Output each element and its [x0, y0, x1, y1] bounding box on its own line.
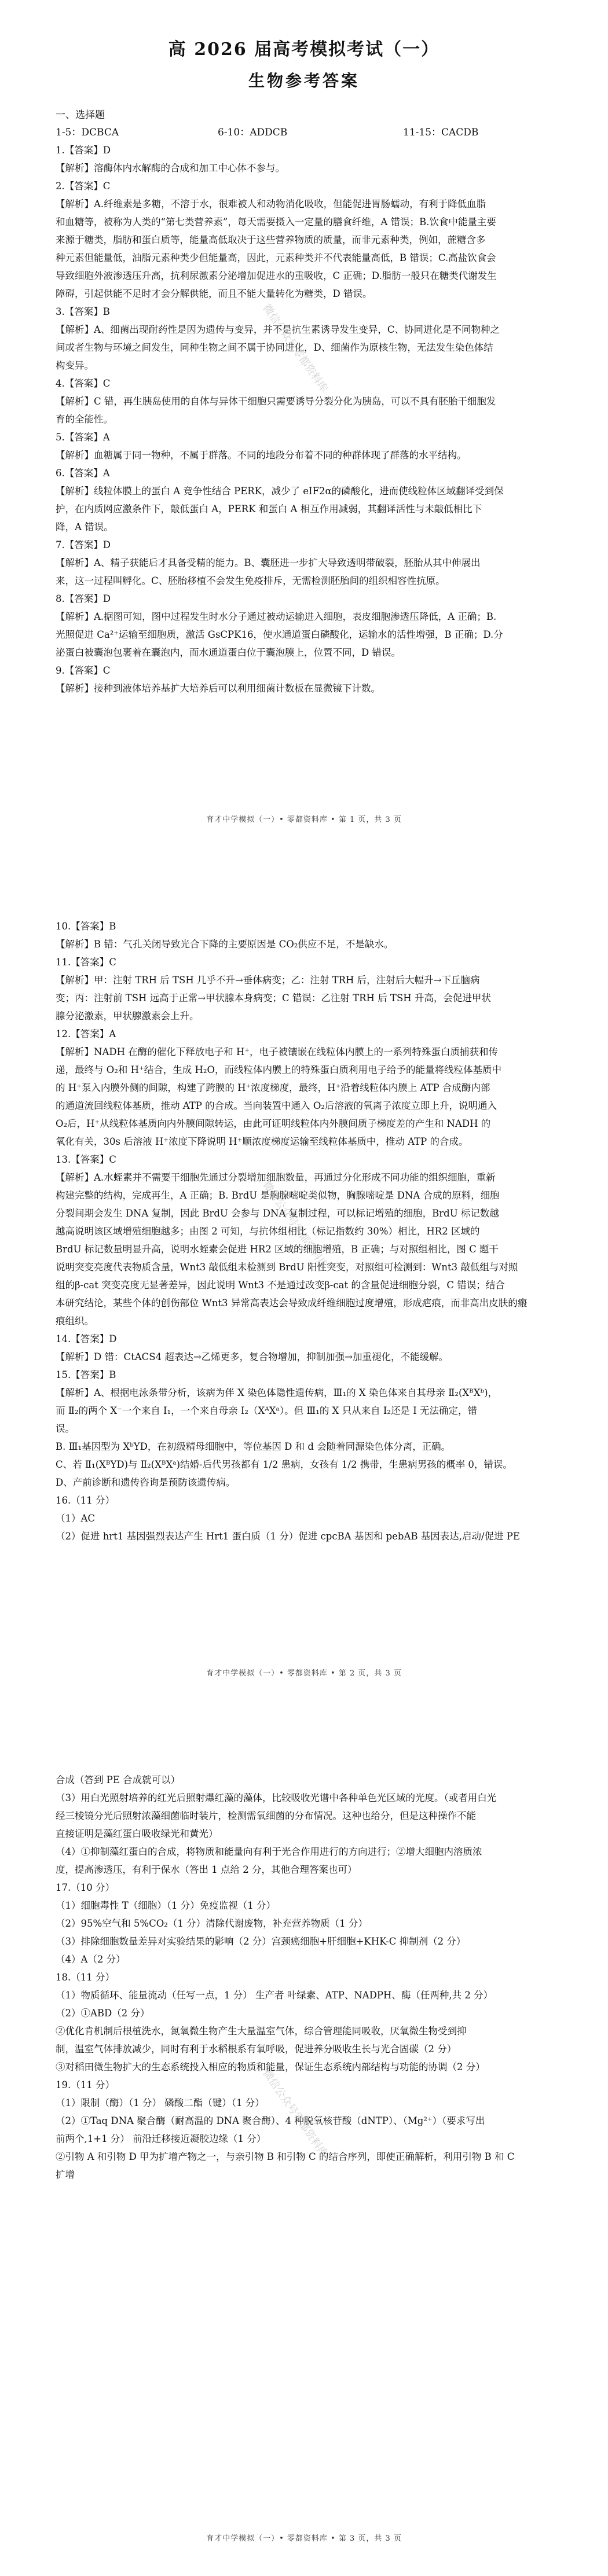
text-line: 痕组织。 [56, 1315, 94, 1326]
text-line: 1.【答案】D [56, 145, 111, 156]
text-line: C、若 Ⅱ₁(XᴮYD)与 Ⅱ₂(XᴮXᵃ)结婚-后代男孩都有 1/2 患病，女孩有 1/2 携带，生患病男孩的概率 0，错误。 [56, 1459, 512, 1470]
text-line: 经三棱镜分光后照射浓藻细菌临时装片，检测需氧细菌的分布情况。这种也给分，但是这种操作不能 [56, 1810, 476, 1821]
text-line: 17.（10 分） [56, 1882, 115, 1893]
text-line: 14.【答案】D [56, 1333, 117, 1344]
text-line: 度，提高渗透压，有利于保水（答出 1 点给 2 分，其他合理答案也可） [56, 1864, 357, 1875]
text-line: 15.【答案】B [56, 1369, 116, 1380]
answers-11-15: 11-15：CACDB [403, 127, 479, 138]
text-line: 3.【答案】B [56, 306, 110, 317]
text-line: 来，这一过程叫孵化。C、胚胎移植不会发生免疫排斥，无需检测胚胎间的组织相容性抗原。 [56, 575, 445, 586]
text-line: 9.【答案】C [56, 665, 111, 676]
text-line: （1）限制（酶）（1 分） 磷酸二酯（键）（1 分） [56, 2097, 265, 2108]
text-line: 误。 [56, 1423, 75, 1434]
text-line: 越高说明该区域增殖细胞越多；由图 2 可知，与抗体组相比（标记指数约 30%）相比，HR2 区域的 [56, 1226, 480, 1237]
text-line: （1）AC [56, 1513, 96, 1524]
text-line: 前两个,1+1 分） 前沿迁移接近凝胶边缘（1 分） [56, 2133, 266, 2144]
text-line: 13.【答案】C [56, 1154, 116, 1165]
text-line: 间或者生物与环境之间发生，同种生物之间不属于协同进化，D、细菌作为原核生物，无法发生染色体结 [56, 342, 493, 353]
text-line: 导致细胞外液渗透压升高，抗利尿激素分泌增加促进水的重吸收，C 正确；D.脂肪一般只在糖类代谢发生 [56, 270, 497, 281]
text-line: 11.【答案】C [56, 957, 116, 968]
text-line: 4.【答案】C [56, 378, 111, 389]
text-line: 构建完整的结构，完成再生，A 正确；B. BrdU 是胸腺嘧啶类似物，胸腺嘧啶是 DNA 合成的原料，细胞 [56, 1190, 500, 1201]
text-line: 腺分泌激素，甲状腺激素会上升。 [56, 1010, 199, 1021]
text-line: 变；丙：注射前 TSH 远高于正常→甲状腺本身病变；C 错误：乙注射 TRH 后 TSH 升高，会促进甲状 [56, 993, 491, 1004]
page-2 [0, 854, 608, 1696]
page-1-footer: 育才中学模拟（一）• 零都资料库 • 第 1 页，共 3 页 [206, 815, 402, 824]
page-3 [0, 1707, 608, 2564]
page-gap [0, 842, 608, 854]
text-line: 说明突变亮度代表物质含量，Wnt3 敲低组未检测到 BrdU 阳性突变，对照组可检测到：Wnt3 敲低组与对照 [56, 1262, 518, 1273]
text-line: 【解析】D 错：CtACS4 超表达→乙烯更多，复合物增加，抑制加强→加重褪化，不能缓解。 [56, 1351, 448, 1362]
text-line: 分裂间期会发生 DNA 复制，因此 BrdU 会参与 DNA 复制过程，可以标记增殖的细胞，BrdU 标记数越 [56, 1208, 499, 1219]
text-line: 泌蛋白被囊泡包裹着在囊泡内，而水通道蛋白位于囊泡膜上，位置不同，D 错误。 [56, 647, 401, 658]
text-line: （2）①Taq DNA 聚合酶（耐高温的 DNA 聚合酶）、4 种脱氧核苷酸（dNTP）、（Mg²⁺）（要求写出 [56, 2115, 485, 2126]
text-line: 【解析】线粒体膜上的蛋白 A 竞争性结合 PERK，减少了 eIF2α的磷酸化，进而使线粒体区域翻译受到保 [56, 486, 504, 497]
page-3-footer: 育才中学模拟（一）• 零都资料库 • 第 3 页，共 3 页 [206, 2534, 402, 2543]
text-line: 10.【答案】B [56, 921, 116, 932]
text-line: 制，温室气体排放减少，同时有利于水稻根系有氧呼吸，促进养分吸收生长与光合固碳（2 分） [56, 2044, 457, 2055]
watermark-text: 微信公众号零都资料库 [260, 1179, 330, 1272]
text-line: 18.（11 分） [56, 1972, 115, 1983]
text-line: 【解析】接种到液体培养基扩大培养后可以利用细菌计数板在显微镜下计数。 [56, 683, 380, 694]
page-1-text [56, 141, 552, 697]
text-line: （2）促进 hrt1 基因强烈表达产生 Hrt1 蛋白质（1 分）促进 cpcBA 基因和 pebAB 基因表达,启动/促进 PE [56, 1531, 520, 1542]
text-line: ②引物 A 和引物 D 甲为扩增产物之一，与亲引物 B 和引物 C 的结合序列，即使正确解析，利用引物 B 和 C [56, 2151, 515, 2162]
text-line: 递，最终与 O₂和 H⁺结合，生成 H₂O，而线粒体内膜上的特殊蛋白质利用电子给予的能量将线粒体基质中 [56, 1064, 502, 1075]
document-title: 高 2026 届高考模拟考试（一） [168, 39, 440, 60]
text-line: 【解析】甲：注射 TRH 后 TSH 几乎不升→垂体病变；乙：注射 TRH 后，注射后大幅升→下丘脑病 [56, 975, 480, 986]
text-line: 【解析】血糖属于同一物种，不属于群落。不同的地段分布着不同的种群体现了群落的水平结构。 [56, 450, 467, 461]
choice-answer-row [56, 124, 552, 141]
text-line: 【解析】A.纤维素是多糖，不溶于水，很难被人和动物消化吸收，但能促进胃肠蠕动，有利于降低血脂 [56, 199, 486, 210]
text-line: 【解析】A、精子获能后才具备受精的能力。B、囊胚进一步扩大导致透明带破裂，胚胎从其中伸展出 [56, 557, 481, 568]
text-line: 6.【答案】A [56, 468, 110, 479]
document-subtitle: 生物参考答案 [248, 71, 360, 90]
watermark-text: 微信公众号零都资料库 [260, 2067, 330, 2160]
text-line: （1）细胞毒性 T（细胞）（1 分）免疫监视（1 分） [56, 1900, 276, 1911]
text-line: 光照促进 Ca²⁺运输至细胞质，激活 GsCPK16，使水通道蛋白磷酸化，运输水的活性增强，B 正确；D.分 [56, 629, 503, 640]
text-line: 【解析】A、根据电泳条带分析，该病为伴 X 染色体隐性遗传病，Ⅲ₁的 X 染色体来自其母亲 Ⅱ₂(XᴮXᵇ)， [56, 1387, 498, 1398]
text-line: 12.【答案】A [56, 1028, 116, 1039]
text-line: BrdU 标记数量明显升高，说明水蛭素会促进 HR2 区域的细胞增殖，B 正确；与对照组相比，图 C 题干 [56, 1244, 499, 1255]
page-2-footer: 育才中学模拟（一）• 零都资料库 • 第 2 页，共 3 页 [206, 1669, 402, 1678]
watermark-text: 微信公众号零都资料库 [260, 302, 330, 395]
text-line: 和血糖等，被称为人类的“第七类营养素”，每天需要摄入一定量的膳食纤维，A 错误；B.饮食中能量主要 [56, 216, 496, 227]
text-line: 障碍，引起供能不足时才会分解供能，而且不能大量转化为糖类，D 错误。 [56, 288, 372, 299]
text-line: （4）①抑制藻红蛋白的合成，将物质和能量向有利于光合作用进行的方向进行；②增大细胞内溶质浓 [56, 1846, 482, 1857]
text-line: 扩增 [56, 2169, 75, 2180]
text-line: 2.【答案】C [56, 181, 111, 192]
text-line: 组的β-cat 突变亮度无显著差异，因此说明 Wnt3 不是通过改变β-cat 的含量促进细胞分裂，C 错误；结合 [56, 1280, 505, 1291]
text-line: 降，A 错误。 [56, 521, 113, 532]
text-line: ②优化肯机制后根植洗水，氮氧微生物产生大量温室气体，综合管理能同吸收，厌氧微生物受到抑 [56, 2026, 467, 2037]
text-line: 【解析】C 错，再生胰岛使用的自体与异体干细胞只需要诱导分裂分化为胰岛，可以不具有胚胎干细胞发 [56, 396, 496, 407]
text-line: （3）排除细胞数量差异对实验结果的影响（2 分）宫颈癌细胞+肝细胞+KHK-C 抑制剂（2 分） [56, 1936, 466, 1947]
text-line: （2）95%空气和 5%CO₂（1 分）清除代谢废物，补充营养物质（1 分） [56, 1918, 368, 1929]
text-line: ③对稻田微生物扩大的生态系统投入相应的物质和能量，保证生态系统内部结构与功能的协调（2 分） [56, 2061, 485, 2072]
text-line: 构变异。 [56, 360, 94, 371]
text-line: O₂后，H⁺从线粒体基质向内外膜间隙转运，由此可证明线粒体内外膜间质子梯度差的产生和 NADH 的 [56, 1118, 491, 1129]
text-line: 种元素但能量低，油脂元素种类少但能量高，因此，元素种类并不代表能量高低，B 错误；C.高盐饮食会 [56, 252, 496, 263]
text-line: 而 Ⅱ₂的两个 X⁻一个来自 I₁，一个来自母亲 I₂（XᴬXᵃ）。但 Ⅲ₁的 X 只从来自 I₂还是 I 无法确定，错 [56, 1405, 478, 1416]
text-line: 的通道流回线粒体基质，推动 ATP 的合成。当向装置中通入 O₂后溶液的氧离子浓度立即上升，说明通入 [56, 1100, 497, 1111]
text-line: 19.（11 分） [56, 2079, 115, 2090]
text-line: 本研究结论，某些个体的创伤部位 Wnt3 异常高表达会导致成纤维细胞过度增殖，形成疤痕，而非高出皮肤的瘢 [56, 1298, 528, 1309]
page-1 [0, 0, 608, 842]
text-line: D、产前诊断和遗传咨询是预防该遗传病。 [56, 1477, 236, 1488]
text-line: （3）用白光照射培养的红光后照射爆红藻的藻体，比较吸收光谱中各种单色光区域的光度。（或者用白光 [56, 1792, 497, 1803]
text-line: 育的全能性。 [56, 414, 113, 425]
text-line: （1）物质循环、能量流动（任写一点，1 分） 生产者 叶绿素、ATP、NADPH、酶（任两种,共 2 分） [56, 1990, 493, 2001]
text-line: 【解析】A.据图可知，图中过程发生时水分子通过被动运输进入细胞，表皮细胞渗透压降低，A 正确；B. [56, 611, 497, 622]
text-line: （4）A（2 分） [56, 1954, 126, 1965]
text-line: B. Ⅲ₁基因型为 XᵇYD，在初级精母细胞中，等位基因 D 和 d 会随着同源染色体分离，正确。 [56, 1441, 451, 1452]
text-line: 直接证明是藻红蛋白吸收绿光和黄光） [56, 1828, 218, 1839]
text-line: 【解析】B 错：气孔关闭导致光合下降的主要原因是 CO₂供应不足，不是缺水。 [56, 939, 394, 950]
text-line: 16.（11 分） [56, 1495, 115, 1506]
text-line: 5.【答案】A [56, 432, 110, 443]
text-line: 【解析】NADH 在酶的催化下释放电子和 H⁺，电子被镶嵌在线粒体内膜上的一系列特殊蛋白质捕获和传 [56, 1046, 499, 1057]
text-line: 7.【答案】D [56, 539, 111, 550]
text-line: 来源于糖类，脂肪和蛋白质等，能量高低取决于这些营养物质的质量，而非元素种类，例如，蔗糖含多 [56, 234, 486, 245]
text-line: 护，在内质网应激条件下，敲低蛋白 A，PERK 和蛋白 A 相互作用减弱，其翻译活性与未敲低相比下 [56, 504, 482, 515]
text-line: 合成（答到 PE 合成就可以） [56, 1774, 181, 1785]
page-gap [0, 1696, 608, 1707]
text-line: 氧化有关，30s 后溶液 H⁺浓度下降说明 H⁺顺浓度梯度运输至线粒体基质中，推动 ATP 的合成。 [56, 1136, 468, 1147]
answers-6-10: 6-10：ADDCB [218, 127, 288, 138]
text-line: 8.【答案】D [56, 593, 111, 604]
text-line: 【解析】A、细菌出现耐药性是因为遗传与变异，并不是抗生素诱导发生变异，C、协同进化是不同物种之 [56, 324, 500, 335]
text-line: 【解析】A.水蛭素并不需要干细胞先通过分裂增加细胞数量，再通过分化形成不同功能的组织细胞，重新 [56, 1172, 496, 1183]
answers-1-5: 1-5：DCBCA [56, 127, 119, 138]
text-line: 的 H⁺泵入内膜外侧的间隙，构建了跨膜的 H⁺浓度梯度，最终，H⁺沿着线粒体内膜上 ATP 合成酶内部 [56, 1082, 490, 1093]
text-line: 【解析】溶酶体内水解酶的合成和加工中心体不参与。 [56, 163, 285, 174]
text-line: （2）①ABD（2 分） [56, 2008, 150, 2019]
section-heading-choice: 一、选择题 [56, 109, 105, 121]
